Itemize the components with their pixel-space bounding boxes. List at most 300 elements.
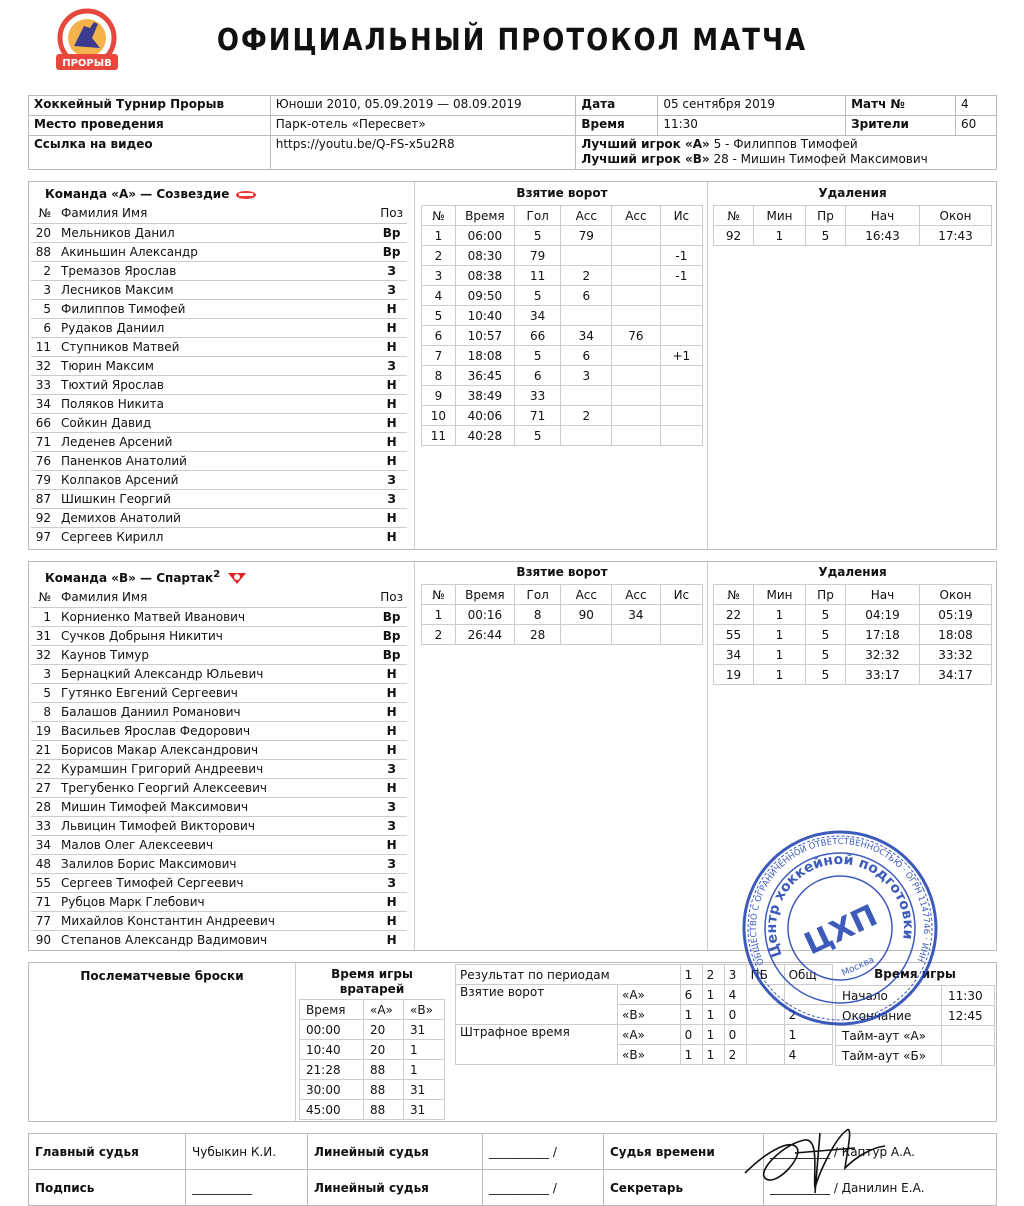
goal-time: 09:50 bbox=[455, 286, 514, 306]
penalty-row bbox=[714, 625, 992, 645]
goal-assist-2: 76 bbox=[612, 326, 661, 346]
roster-row bbox=[31, 242, 407, 261]
col-number: № bbox=[38, 206, 51, 221]
secretary-label: Секретарь bbox=[604, 1170, 764, 1206]
gk-row bbox=[300, 1060, 445, 1080]
gk-b: 1 bbox=[404, 1060, 445, 1080]
roster-row bbox=[31, 930, 407, 949]
player-number: 22 bbox=[31, 759, 57, 778]
goal-scorer: 5 bbox=[514, 226, 560, 246]
gk-a: 20 bbox=[364, 1020, 404, 1040]
team-b-title: Команда «В» — Спартак$^2$ bbox=[45, 569, 221, 585]
player-name: Васильев Ярослав Федорович bbox=[57, 721, 376, 740]
gk-b: 31 bbox=[404, 1080, 445, 1100]
player-position: З bbox=[376, 261, 407, 280]
team-a-goals-table bbox=[421, 205, 703, 446]
venue-value: Парк-отель «Пересвет» bbox=[270, 116, 576, 136]
gk-time: 00:00 bbox=[300, 1020, 364, 1040]
player-name: Сойкин Давид bbox=[57, 413, 376, 432]
col-number: № bbox=[422, 206, 456, 226]
penalty-start: 04:19 bbox=[846, 605, 920, 625]
goal-assist-1: 90 bbox=[561, 605, 612, 625]
player-name: Залилов Борис Максимович bbox=[57, 854, 376, 873]
player-name: Демихов Анатолий bbox=[57, 508, 376, 527]
goal-row bbox=[422, 386, 703, 406]
team-a-logo-icon bbox=[235, 187, 257, 201]
handwritten-signature bbox=[735, 1118, 895, 1206]
timeout-a-label: Тайм-аут «А» bbox=[836, 1026, 942, 1046]
pim-a-p3: 0 bbox=[724, 1025, 746, 1045]
player-number: 48 bbox=[31, 854, 57, 873]
penalty-min: 1 bbox=[754, 605, 806, 625]
player-number: 19 bbox=[31, 721, 57, 740]
player-name: Сергеев Кирилл bbox=[57, 527, 376, 546]
player-number: 33 bbox=[31, 375, 57, 394]
goal-is bbox=[660, 386, 702, 406]
line-ref-value: __________ / bbox=[483, 1134, 604, 1170]
player-number: 8 bbox=[31, 702, 57, 721]
gk-a: 88 bbox=[364, 1100, 404, 1120]
goal-assist-1: 6 bbox=[561, 346, 612, 366]
penalty-row bbox=[714, 645, 992, 665]
player-position: Н bbox=[376, 299, 407, 318]
roster-row bbox=[31, 683, 407, 702]
player-position: Н bbox=[376, 394, 407, 413]
team-b-goals-title: Взятие ворот bbox=[516, 565, 608, 579]
goal-assist-2 bbox=[612, 286, 661, 306]
roster-row bbox=[31, 223, 407, 242]
line-ref-label: Линейный судья bbox=[308, 1134, 483, 1170]
team-a-title: Команда «А» — Созвездие bbox=[45, 187, 230, 201]
gk-a: 88 bbox=[364, 1060, 404, 1080]
player-number: 79 bbox=[31, 470, 57, 489]
sign-value: __________ bbox=[186, 1170, 308, 1206]
goal-assist-1: 2 bbox=[561, 266, 612, 286]
roster-row bbox=[31, 299, 407, 318]
gk-time-title: Время игры вратарей bbox=[331, 967, 413, 996]
pim-a-p2: 1 bbox=[702, 1025, 724, 1045]
goal-time: 08:30 bbox=[455, 246, 514, 266]
roster-row bbox=[31, 337, 407, 356]
col-number: № bbox=[422, 585, 456, 605]
col-assist2: Асс bbox=[612, 585, 661, 605]
player-position: Н bbox=[376, 413, 407, 432]
gk-col-b: «В» bbox=[404, 1000, 445, 1020]
shootout-title: Послематчевые броски bbox=[80, 969, 244, 983]
team-a-title-row bbox=[31, 182, 411, 204]
roster-row bbox=[31, 280, 407, 299]
goal-is bbox=[660, 226, 702, 246]
goal-assist-1: 3 bbox=[561, 366, 612, 386]
goal-number: 9 bbox=[422, 386, 456, 406]
roster-row bbox=[31, 607, 407, 626]
goals-team-a: «А» bbox=[618, 985, 681, 1005]
roster-row bbox=[31, 375, 407, 394]
player-position: Вр bbox=[376, 223, 407, 242]
roster-row bbox=[31, 394, 407, 413]
player-name: Лесников Максим bbox=[57, 280, 376, 299]
player-name: Львицин Тимофей Викторович bbox=[57, 816, 376, 835]
goal-row bbox=[422, 406, 703, 426]
player-position: З bbox=[376, 816, 407, 835]
penalty-reason: 5 bbox=[806, 665, 846, 685]
start-value: 11:30 bbox=[942, 986, 995, 1006]
team-b-penalties-table bbox=[713, 584, 992, 685]
team-b-roster bbox=[31, 588, 407, 949]
player-position: З bbox=[376, 489, 407, 508]
pim-b-so bbox=[746, 1045, 784, 1065]
time-value: 11:30 bbox=[658, 116, 846, 136]
video-link[interactable]: https://youtu.be/Q-FS-x5u2R8 bbox=[270, 136, 576, 170]
penalty-start: 32:32 bbox=[846, 645, 920, 665]
roster-row bbox=[31, 702, 407, 721]
goal-number: 1 bbox=[422, 226, 456, 246]
goal-assist-1: 2 bbox=[561, 406, 612, 426]
col-goal: Гол bbox=[514, 585, 560, 605]
goal-time: 10:57 bbox=[455, 326, 514, 346]
spectators-label: Зрители bbox=[846, 116, 956, 136]
goals-b-p1: 1 bbox=[680, 1005, 702, 1025]
goal-row bbox=[422, 266, 703, 286]
player-position: Н bbox=[376, 337, 407, 356]
player-number: 5 bbox=[31, 683, 57, 702]
player-name: Каунов Тимур bbox=[57, 645, 376, 664]
player-position: З bbox=[376, 470, 407, 489]
page-title: ОФИЦИАЛЬНЫЙ ПРОТОКОЛ МАТЧА bbox=[216, 23, 808, 59]
roster-row bbox=[31, 778, 407, 797]
player-number: 55 bbox=[31, 873, 57, 892]
col-end: Окон bbox=[920, 585, 992, 605]
col-number: № bbox=[714, 206, 754, 226]
player-number: 33 bbox=[31, 816, 57, 835]
pim-team-a: «А» bbox=[618, 1025, 681, 1045]
gk-row bbox=[300, 1080, 445, 1100]
venue-label: Место проведения bbox=[29, 116, 271, 136]
goal-is bbox=[660, 326, 702, 346]
goal-time: 36:45 bbox=[455, 366, 514, 386]
player-name: Колпаков Арсений bbox=[57, 470, 376, 489]
penalty-end: 33:32 bbox=[920, 645, 992, 665]
gk-col-a: «А» bbox=[364, 1000, 404, 1020]
player-name: Корниенко Матвей Иванович bbox=[57, 607, 376, 626]
gk-b: 1 bbox=[404, 1040, 445, 1060]
col-min: Мин bbox=[754, 206, 806, 226]
player-position: Н bbox=[376, 683, 407, 702]
goal-assist-2 bbox=[612, 406, 661, 426]
head-ref-label: Главный судья bbox=[29, 1134, 186, 1170]
goals-b-total: 2 bbox=[784, 1005, 832, 1025]
roster-row bbox=[31, 318, 407, 337]
player-number: 71 bbox=[31, 892, 57, 911]
player-number: 11 bbox=[31, 337, 57, 356]
player-number: 71 bbox=[31, 432, 57, 451]
period-col-total: Общ bbox=[784, 965, 832, 985]
col-goal: Гол bbox=[514, 206, 560, 226]
player-name: Акиньшин Александр bbox=[57, 242, 376, 261]
team-a-penalties-title: Удаления bbox=[818, 186, 887, 200]
pim-b-p2: 1 bbox=[702, 1045, 724, 1065]
penalty-end: 17:43 bbox=[920, 226, 992, 246]
tournament-value: Юноши 2010, 05.09.2019 — 08.09.2019 bbox=[270, 96, 576, 116]
player-name: Поляков Никита bbox=[57, 394, 376, 413]
goal-number: 8 bbox=[422, 366, 456, 386]
player-position: Н bbox=[376, 835, 407, 854]
player-name: Тюрин Максим bbox=[57, 356, 376, 375]
goal-is: -1 bbox=[660, 246, 702, 266]
col-number: № bbox=[714, 585, 754, 605]
goal-time: 38:49 bbox=[455, 386, 514, 406]
player-number: 92 bbox=[31, 508, 57, 527]
roster-row bbox=[31, 797, 407, 816]
penalty-row bbox=[714, 665, 992, 685]
penalty-min: 1 bbox=[754, 665, 806, 685]
goal-assist-1 bbox=[561, 306, 612, 326]
period-col-2: 2 bbox=[702, 965, 724, 985]
roster-row bbox=[31, 261, 407, 280]
player-number: 90 bbox=[31, 930, 57, 949]
penalty-end: 05:19 bbox=[920, 605, 992, 625]
roster-row bbox=[31, 835, 407, 854]
goal-row bbox=[422, 625, 703, 645]
goal-assist-1 bbox=[561, 426, 612, 446]
player-number: 5 bbox=[31, 299, 57, 318]
player-position: Вр bbox=[376, 607, 407, 626]
goal-scorer: 11 bbox=[514, 266, 560, 286]
goal-assist-2 bbox=[612, 426, 661, 446]
player-position: Вр bbox=[376, 626, 407, 645]
goal-number: 7 bbox=[422, 346, 456, 366]
goal-scorer: 34 bbox=[514, 306, 560, 326]
gk-time: 45:00 bbox=[300, 1100, 364, 1120]
player-number: 34 bbox=[31, 835, 57, 854]
goals-b-p2: 1 bbox=[702, 1005, 724, 1025]
goal-row bbox=[422, 426, 703, 446]
player-position: З bbox=[376, 854, 407, 873]
roster-row bbox=[31, 645, 407, 664]
player-position: Н bbox=[376, 664, 407, 683]
col-number: № bbox=[38, 590, 51, 605]
pim-label: Штрафное время bbox=[456, 1025, 618, 1065]
goals-team-b: «В» bbox=[618, 1005, 681, 1025]
player-number: 6 bbox=[31, 318, 57, 337]
goal-number: 4 bbox=[422, 286, 456, 306]
roster-row bbox=[31, 527, 407, 546]
gk-col-time: Время bbox=[300, 1000, 364, 1020]
col-end: Окон bbox=[920, 206, 992, 226]
end-label: Окончание bbox=[836, 1006, 942, 1026]
player-position: Н bbox=[376, 527, 407, 546]
col-min: Мин bbox=[754, 585, 806, 605]
best-b-value: 28 - Мишин Тимофей Максимович bbox=[713, 152, 928, 166]
goal-is bbox=[660, 406, 702, 426]
col-pr: Пр bbox=[806, 585, 846, 605]
col-time: Время bbox=[455, 206, 514, 226]
goal-row bbox=[422, 306, 703, 326]
best-players bbox=[576, 136, 997, 170]
gk-time: 30:00 bbox=[300, 1080, 364, 1100]
best-a-label: Лучший игрок «А» bbox=[581, 137, 710, 151]
goal-row bbox=[422, 366, 703, 386]
col-is: Ис bbox=[660, 206, 702, 226]
pim-team-b: «В» bbox=[618, 1045, 681, 1065]
player-position: Н bbox=[376, 508, 407, 527]
player-name: Тремазов Ярослав bbox=[57, 261, 376, 280]
goal-assist-1 bbox=[561, 625, 612, 645]
tournament-label: Хоккейный Турнир Прорыв bbox=[29, 96, 271, 116]
player-position: З bbox=[376, 873, 407, 892]
player-position: Н bbox=[376, 740, 407, 759]
penalty-reason: 5 bbox=[806, 226, 846, 246]
svg-text:ЦХП: ЦХП bbox=[799, 898, 883, 963]
player-name: Балашов Даниил Романович bbox=[57, 702, 376, 721]
player-name: Трегубенко Георгий Алексеевич bbox=[57, 778, 376, 797]
player-name: Паненков Анатолий bbox=[57, 451, 376, 470]
goal-scorer: 5 bbox=[514, 346, 560, 366]
roster-row bbox=[31, 816, 407, 835]
player-number: 77 bbox=[31, 911, 57, 930]
col-name: Фамилия Имя bbox=[61, 206, 148, 221]
player-position: З bbox=[376, 280, 407, 299]
gk-time: 10:40 bbox=[300, 1040, 364, 1060]
player-number: 88 bbox=[31, 242, 57, 261]
date-label: Дата bbox=[576, 96, 658, 116]
penalty-start: 33:17 bbox=[846, 665, 920, 685]
player-position: З bbox=[376, 356, 407, 375]
col-pr: Пр bbox=[806, 206, 846, 226]
player-name: Мишин Тимофей Максимович bbox=[57, 797, 376, 816]
goal-time: 40:28 bbox=[455, 426, 514, 446]
penalty-row bbox=[714, 605, 992, 625]
goal-row bbox=[422, 286, 703, 306]
roster-row bbox=[31, 356, 407, 375]
line-ref2-label: Линейный судья bbox=[308, 1170, 483, 1206]
team-b-title-row bbox=[31, 562, 411, 588]
goal-is bbox=[660, 366, 702, 386]
player-number: 76 bbox=[31, 451, 57, 470]
pim-a-total: 1 bbox=[784, 1025, 832, 1045]
goal-time: 00:16 bbox=[455, 605, 514, 625]
goal-assist-1 bbox=[561, 386, 612, 406]
roster-row bbox=[31, 721, 407, 740]
roster-row bbox=[31, 892, 407, 911]
svg-text:ПРОРЫВ: ПРОРЫВ bbox=[62, 58, 112, 69]
goal-assist-2 bbox=[612, 266, 661, 286]
gk-time: 21:28 bbox=[300, 1060, 364, 1080]
roster-row bbox=[31, 740, 407, 759]
goal-assist-1 bbox=[561, 246, 612, 266]
goals-a-p2: 1 bbox=[702, 985, 724, 1005]
player-number: 3 bbox=[31, 280, 57, 299]
player-name: Степанов Александр Вадимович bbox=[57, 930, 376, 949]
goal-is bbox=[660, 286, 702, 306]
gk-b: 31 bbox=[404, 1020, 445, 1040]
timekeeper-value: __________ / Каптур А.А. bbox=[764, 1134, 997, 1170]
col-assist2: Асс bbox=[612, 206, 661, 226]
player-name: Филиппов Тимофей bbox=[57, 299, 376, 318]
player-number: 32 bbox=[31, 356, 57, 375]
goal-assist-2 bbox=[612, 226, 661, 246]
roster-row bbox=[31, 451, 407, 470]
player-name: Леденев Арсений bbox=[57, 432, 376, 451]
penalty-min: 1 bbox=[754, 226, 806, 246]
penalty-player: 34 bbox=[714, 645, 754, 665]
player-number: 27 bbox=[31, 778, 57, 797]
penalty-player: 19 bbox=[714, 665, 754, 685]
line-ref2-value: __________ / bbox=[483, 1170, 604, 1206]
col-start: Нач bbox=[846, 206, 920, 226]
periods-title: Результат по периодам bbox=[456, 965, 681, 985]
player-name: Сергеев Тимофей Сергеевич bbox=[57, 873, 376, 892]
goal-is: +1 bbox=[660, 346, 702, 366]
player-position: Н bbox=[376, 432, 407, 451]
goal-scorer: 5 bbox=[514, 286, 560, 306]
col-pos: Поз bbox=[380, 590, 403, 605]
player-name: Шишкин Георгий bbox=[57, 489, 376, 508]
goal-row bbox=[422, 605, 703, 625]
player-position: Н bbox=[376, 721, 407, 740]
roster-row bbox=[31, 873, 407, 892]
goals-label: Взятие ворот bbox=[456, 985, 618, 1025]
pim-b-total: 4 bbox=[784, 1045, 832, 1065]
best-b-label: Лучший игрок «В» bbox=[581, 152, 710, 166]
goal-number: 6 bbox=[422, 326, 456, 346]
player-position: З bbox=[376, 797, 407, 816]
goal-assist-2 bbox=[612, 246, 661, 266]
roster-row bbox=[31, 489, 407, 508]
goal-assist-2 bbox=[612, 346, 661, 366]
player-position: З bbox=[376, 759, 407, 778]
penalty-row bbox=[714, 226, 992, 246]
goal-number: 10 bbox=[422, 406, 456, 426]
goal-time: 18:08 bbox=[455, 346, 514, 366]
player-number: 31 bbox=[31, 626, 57, 645]
roster-row bbox=[31, 664, 407, 683]
player-number: 1 bbox=[31, 607, 57, 626]
goal-assist-2 bbox=[612, 306, 661, 326]
goal-assist-2: 34 bbox=[612, 605, 661, 625]
roster-row bbox=[31, 413, 407, 432]
timekeeper-label: Судья времени bbox=[604, 1134, 764, 1170]
roster-row bbox=[31, 626, 407, 645]
period-col-so: ПБ bbox=[746, 965, 784, 985]
team-b-penalties-title: Удаления bbox=[818, 565, 887, 579]
match-number-label: Матч № bbox=[846, 96, 956, 116]
goal-number: 3 bbox=[422, 266, 456, 286]
player-name: Борисов Макар Александрович bbox=[57, 740, 376, 759]
penalty-player: 22 bbox=[714, 605, 754, 625]
goal-is bbox=[660, 426, 702, 446]
penalty-end: 34:17 bbox=[920, 665, 992, 685]
goal-scorer: 28 bbox=[514, 625, 560, 645]
player-position: Вр bbox=[376, 645, 407, 664]
player-number: 28 bbox=[31, 797, 57, 816]
team-a-roster bbox=[31, 204, 407, 546]
penalty-min: 1 bbox=[754, 645, 806, 665]
goal-number: 5 bbox=[422, 306, 456, 326]
col-time: Время bbox=[455, 585, 514, 605]
svg-text:Центр хоккейной подготовки: Центр хоккейной подготовки bbox=[763, 851, 917, 960]
team-b-goals-table bbox=[421, 584, 703, 645]
goal-scorer: 8 bbox=[514, 605, 560, 625]
timeout-b-label: Тайм-аут «Б» bbox=[836, 1046, 942, 1066]
goal-row bbox=[422, 246, 703, 266]
goal-assist-1: 79 bbox=[561, 226, 612, 246]
svg-text:ОБЩЕСТВО С ОГРАНИЧЕННОЙ ОТВЕТС: ОБЩЕСТВО С ОГРАНИЧЕННОЙ ОТВЕТСТВЕННОСТЬЮ · ОГРН 1147746 · ИНН bbox=[748, 836, 932, 967]
player-name: Курамшин Григорий Андреевич bbox=[57, 759, 376, 778]
player-number: 3 bbox=[31, 664, 57, 683]
goal-scorer: 71 bbox=[514, 406, 560, 426]
match-number-value: 4 bbox=[956, 96, 997, 116]
